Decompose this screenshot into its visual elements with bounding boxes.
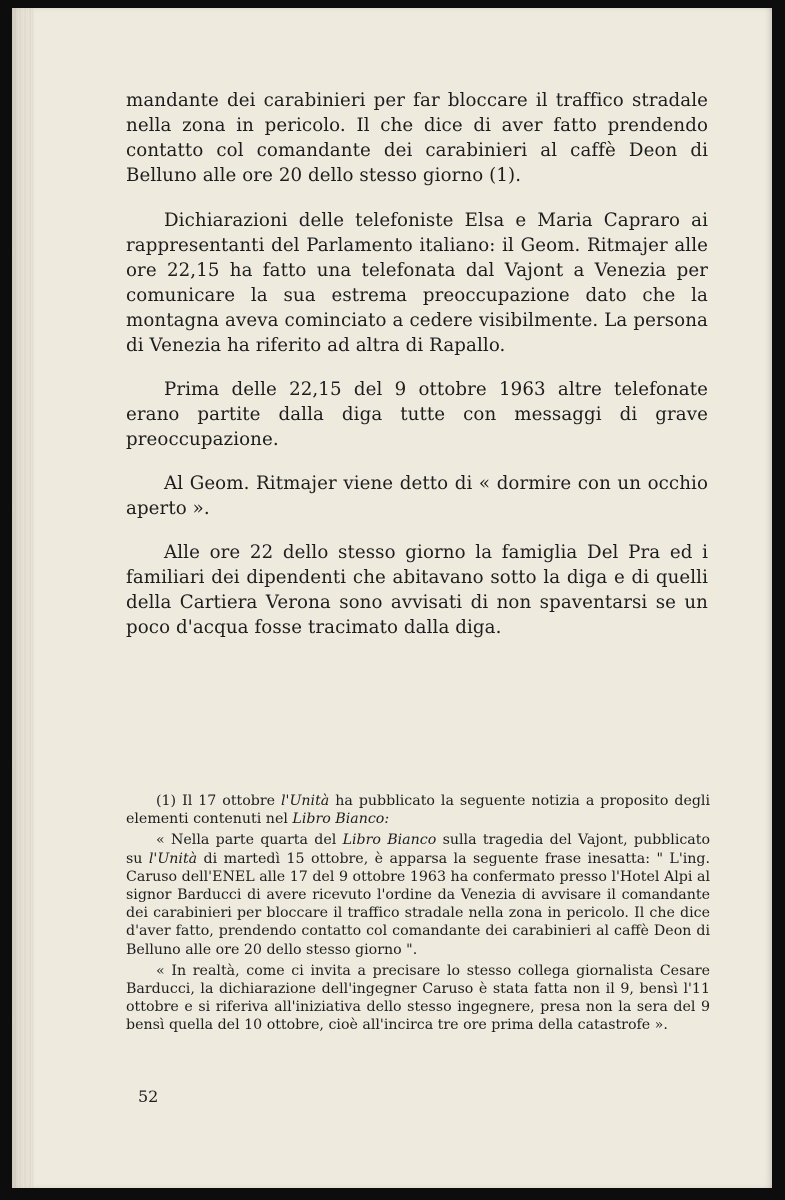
footnote-intro (126, 792, 710, 828)
page-edges (12, 8, 34, 1188)
footnote-intro-libro-bianco: Libro Bianco: (292, 811, 390, 828)
footnote-intro-text-c: ha pubblicato la seguente notizia a proposito degli elementi contenuti nel (126, 793, 710, 828)
paragraph-telefoniste: Dichiarazioni delle telefoniste Elsa e Maria Capraro ai rappresentanti del Parlamento italiano: il Geom. Ritmajer alle ore 22,15 ha fatto una telefonata dal Vajont a Venezia per comunicare la sua estrema preoccupazione dato che la montagna aveva cominciato a cedere visibilmente. La persona di Venezia ha riferito ad altra di Rapallo. (126, 210, 708, 356)
paragraph-ritmajer: Al Geom. Ritmajer viene detto di « dormire con un occhio aperto ». (126, 473, 708, 519)
footnotes (126, 792, 710, 1038)
footnote-quote-2: « In realtà, come ci invita a precisare lo stesso collega giornalista Cesare Barducci, la dichiarazione dell'ingegner Caruso è stata fatta non il 9, bensì l'11 ottobre e si riferiva all'iniziativa dello stesso ingegnere, presa non la sera del 9 bensì quella del 10 ottobre, cioè all'incirca tre ore prima della catastrofe ». (126, 962, 710, 1034)
footnote-quote1-libro-bianco: Libro Bianco (342, 832, 437, 849)
paragraph-continuation: mandante dei carabinieri per far bloccare il traffico stradale nella zona in pericolo. Il che dice di aver fatto prendendo contatto col comandante dei carabinieri al caffè Deon di Belluno alle ore 20 dello stesso giorno (1). (126, 90, 708, 186)
paragraph-del-pra: Alle ore 22 dello stesso giorno la famiglia Del Pra ed i familiari dei dipendenti che abitavano sotto la diga e di quelli della Cartiera Verona sono avvisati di non spaventarsi se un poco d'acqua fosse tracimato dalla diga. (126, 542, 708, 638)
paragraph-telefonate: Prima delle 22,15 del 9 ottobre 1963 altre telefonate erano partite dalla diga tutte con messaggi di grave preoccupazione. (126, 379, 708, 450)
footnote-quote1-unita: l'Unità (148, 850, 198, 867)
page-number: 52 (138, 1087, 159, 1106)
footnote-quote1-e: di martedì 15 ottobre, è apparsa la seguente frase inesatta: " L'ing. Caruso dell'ENEL alle 17 del 9 ottobre 1963 ha confermato presso l'Hotel Alpi al signor Barducci di avere ricevuto l'ordine da Venezia di avvisare il comandante dei carabinieri per bloccare il traffico stradale nella zona in pericolo. Il che dice d'aver fatto, prendendo contatto col comandante dei carabinieri al caffè Deon di Belluno alle ore 20 dello stesso giorno ". (126, 850, 710, 958)
main-text (126, 88, 708, 659)
footnote-intro-text-a: (1) Il 17 ottobre (156, 793, 282, 809)
footnote-quote1-a: « Nella parte quarta del (156, 832, 343, 849)
footnote-quote-1 (126, 831, 710, 958)
footnote-quote1-c: sulla tragedia del Vajont, pubblicato su (126, 832, 711, 867)
footnote-intro-unita: l'Unità (281, 793, 330, 809)
